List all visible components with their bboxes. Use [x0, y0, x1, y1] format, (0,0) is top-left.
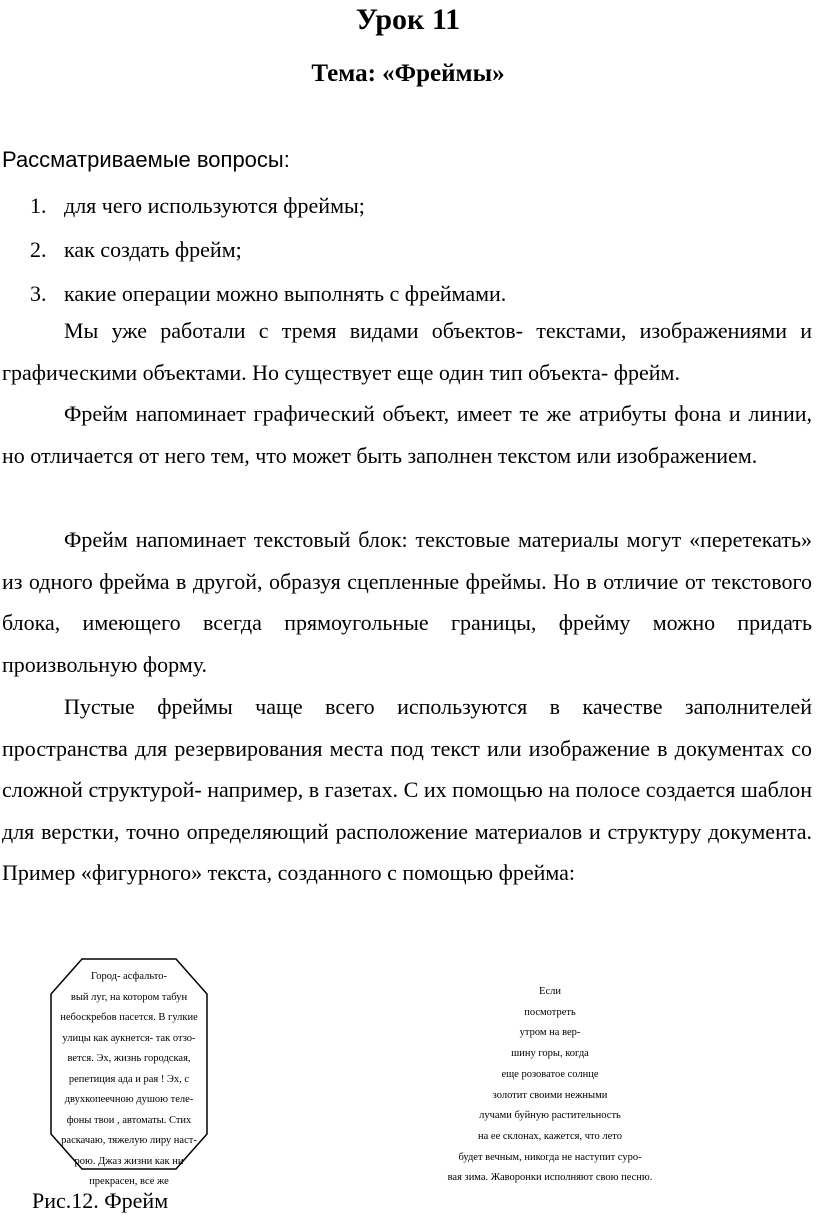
frame-line: лучами буйную растительность [479, 1110, 621, 1122]
list-item [0, 228, 506, 272]
questions-list [0, 184, 506, 316]
frame-line: улицы как аукнется- так отзо- [62, 1032, 196, 1044]
frame-line: вется. Эх, жизнь городская, [67, 1053, 191, 1064]
octagon-frame-text [50, 967, 208, 1193]
frame-line: двухкопеечною душою теле- [64, 1094, 194, 1105]
lesson-topic: Тема: «Фреймы» [311, 60, 505, 87]
frame-line: фоны твои , автоматы. Стих [66, 1114, 192, 1126]
frame-line: будет вечным, никогда не наступит суро- [458, 1151, 642, 1163]
triangle-frame-example [400, 982, 700, 1189]
list-number: 3. [30, 281, 47, 306]
frame-line: прекрасен, все же [89, 1176, 169, 1187]
frame-line: утром на вер- [519, 1027, 581, 1039]
body-paragraph: Пустые фреймы чаще всего используются в качестве заполнителей пространства для резервирования места под текст или изображение в документах со сложной структурой- например, в газетах. С их помощью на полосе создается шаблон для верстки, точно определяющий расположение материалов и структуру документа. Пример «фигурного» текста, созданного с помощью фрейма: [2, 694, 812, 885]
frame-line: на ее склонах, кажется, что лето [478, 1130, 622, 1142]
frame-line: шину горы, когда [511, 1048, 589, 1060]
octagon-frame-example [50, 958, 208, 1187]
figure-caption: Рис.12. Фрейм [32, 1188, 169, 1213]
body-paragraph: Фрейм напоминает текстовый блок: текстовые материалы могут «перетекать» из одного фрейма в другой, образуя сцепленные фреймы. Но в отличие от текстового блока, имеющего всегда прямоугольные границы, фрейму можно придать произвольную форму. [2, 527, 812, 677]
frame-line: вый луг, на котором табун [70, 991, 188, 1003]
list-number: 2. [30, 237, 47, 262]
frame-line: рою. Джаз жизни как ни [74, 1155, 184, 1167]
frame-line: золотит своими нежными [492, 1089, 608, 1101]
list-text: для чего используются фреймы; [64, 193, 365, 218]
frame-line: Если [539, 986, 561, 997]
frame-line: репетиция ада и рая ! Эх, с [68, 1073, 190, 1085]
questions-intro: Рассматриваемые вопросы: [2, 147, 290, 172]
frame-line: посмотреть [524, 1006, 576, 1018]
list-text: какие операции можно выполнять с фреймами. [64, 281, 507, 306]
frame-line: раскачаю, тяжелую лиру наст- [61, 1135, 197, 1146]
frame-line: вая зима. Жаворонки исполняют свою песню. [447, 1172, 653, 1184]
body-paragraph: Мы уже работали с тремя видами объектов- текстами, изображениями и графическими объектами. Но существует еще один тип объекта- фрейм. [2, 318, 812, 385]
frame-line: еще розоватое солнце [501, 1068, 599, 1080]
body-paragraph: Фрейм напоминает графический объект, имеет те же атрибуты фона и линии, но отличается от него тем, что может быть заполнен текстом или изображением. [2, 401, 812, 468]
list-text: как создать фрейм; [64, 237, 242, 262]
list-item [0, 184, 506, 228]
page-title: Урок 11 [355, 3, 461, 36]
frame-line: небоскребов пасется. В гулкие [60, 1012, 198, 1023]
frame-line: Город- асфальто- [91, 971, 167, 982]
list-number: 1. [30, 193, 47, 218]
